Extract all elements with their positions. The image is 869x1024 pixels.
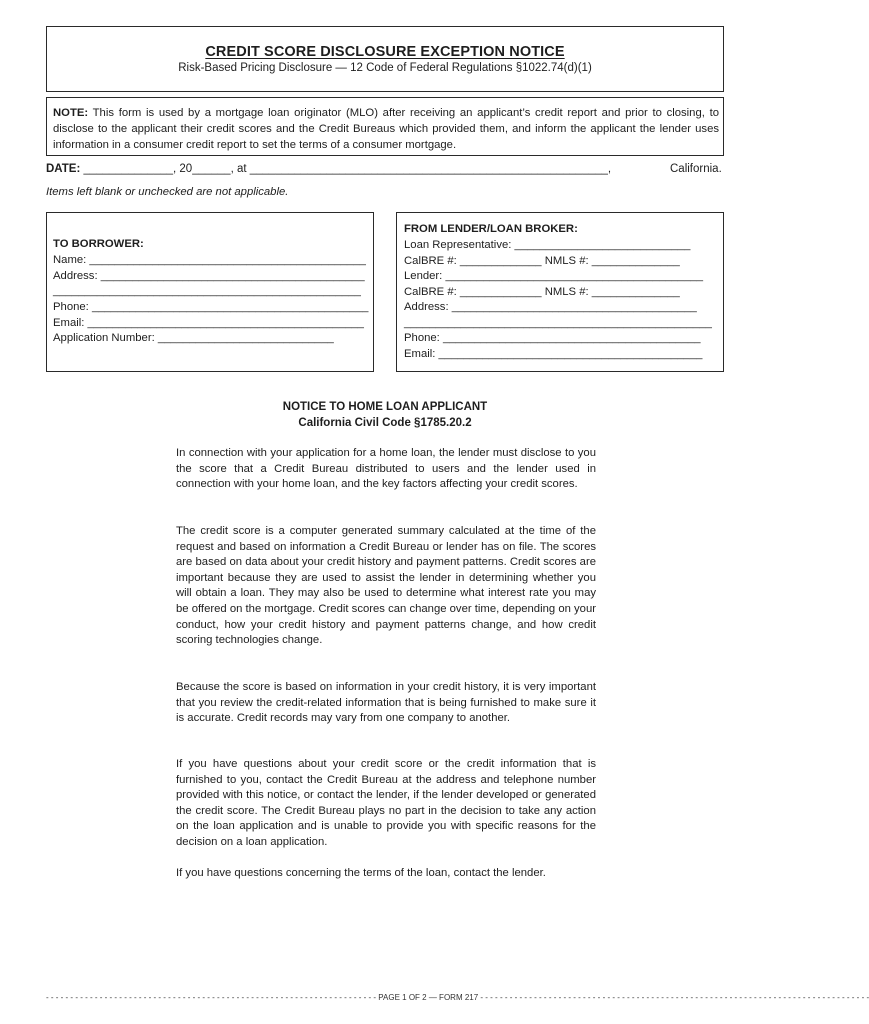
- date-state: California.: [670, 163, 722, 175]
- page-footer: - - - - - - - - - - - - - - - - - - - - - - - - - - - - - - - - - - - - - - - - - - - - - - - - - - - - - - - - - - - - - - - - - - - - PAGE 1 OF 2 — FORM 217 - - - - - - - - - - - - - - - - - - - - - - - - - - - - - - - - - - - - - - - - - - - - - - - - - - - - - - - - - - - - - - - - - - - - - - - - - - - - - - - -: [46, 993, 869, 1002]
- notice-paragraph-5: If you have questions concerning the terms of the loan, contact the lender.: [176, 867, 546, 879]
- form-subtitle: Risk-Based Pricing Disclosure — 12 Code of Federal Regulations §1022.74(d)(1): [178, 62, 592, 74]
- date-line: [46, 163, 611, 175]
- lender-calbre-nmls-field[interactable]: CalBRE #: _____________ NMLS #: ______________: [404, 255, 680, 267]
- borrower-address-line2[interactable]: _________________________________________________: [53, 285, 361, 297]
- note-label: NOTE:: [53, 107, 89, 119]
- borrower-address-field[interactable]: Address: __________________________________________: [53, 270, 365, 282]
- notice-heading: NOTICE TO HOME LOAN APPLICANT: [282, 401, 488, 413]
- lender-address-field[interactable]: Address: _______________________________________: [404, 301, 697, 313]
- borrower-email-field[interactable]: Email: ____________________________________________: [53, 317, 364, 329]
- date-fields[interactable]: ______________, 20______, at ________________________________________________________,: [80, 163, 612, 175]
- notice-subheading: California Civil Code §1785.20.2: [298, 417, 472, 429]
- lender-email-field[interactable]: Email: __________________________________________: [404, 348, 703, 360]
- lender-phone-field[interactable]: Phone: _________________________________________: [404, 332, 701, 344]
- notice-paragraph-4: If you have questions about your credit score or the credit information that is furnished to you, contact the Credit Bureau at the address and telephone number provided with this notice, or contact the lender, if the lender developed or generated the credit score. The Credit Bureau plays no part in the decision to take any action on the loan application and is unable to provide you with specific reasons for the decision on a loan application.: [176, 758, 596, 848]
- lender-address-line2[interactable]: _________________________________________________: [404, 317, 712, 329]
- lender-rep-field[interactable]: Loan Representative: ____________________________: [404, 239, 691, 251]
- lender-calbre-nmls-field-2[interactable]: CalBRE #: _____________ NMLS #: ______________: [404, 286, 680, 298]
- form-title: CREDIT SCORE DISCLOSURE EXCEPTION NOTICE: [205, 44, 565, 60]
- date-label: DATE:: [46, 163, 81, 175]
- note-body: This form is used by a mortgage loan originator (MLO) after receiving an applicant’s credit report and prior to closing, to disclose to the applicant their credit scores and the Credit Bureaus which provided them, and inform the applicant the lender uses information in a consumer credit report to set the terms of a consumer mortgage.: [53, 107, 719, 151]
- borrower-application-field[interactable]: Application Number: ____________________________: [53, 332, 334, 344]
- notice-paragraph-3: Because the score is based on information in your credit history, it is very important that you review the credit-related information that is being furnished to make sure it is accurate. Credit records may vary from one company to another.: [176, 681, 596, 725]
- borrower-name-field[interactable]: Name: ____________________________________________: [53, 254, 366, 266]
- notice-paragraph-1: In connection with your application for a home loan, the lender must disclose to you the score that a Credit Bureau distributed to users and the lender used in connection with your home loan, and the key factors affecting your credit scores.: [176, 447, 596, 491]
- lender-name-field[interactable]: Lender: _________________________________________: [404, 270, 704, 282]
- blank-note: Items left blank or unchecked are not applicable.: [46, 186, 289, 198]
- borrower-heading: TO BORROWER:: [53, 238, 144, 250]
- lender-heading: FROM LENDER/LOAN BROKER:: [404, 223, 578, 235]
- notice-paragraph-2: The credit score is a computer generated summary calculated at the time of the request and based on information a Credit Bureau or lender has on file. The scores are based on data about your credit history and payment patterns. Credit scores are important because they are used to assist the lender in determining whether you will obtain a loan. They may also be used to determine what interest rate you may be offered on the mortgage. Credit scores can change over time, depending on your conduct, how your credit history and payment patterns change, and how credit scoring technologies change.: [176, 525, 596, 647]
- borrower-phone-field[interactable]: Phone: ____________________________________________: [53, 301, 369, 313]
- note-text: [53, 105, 719, 153]
